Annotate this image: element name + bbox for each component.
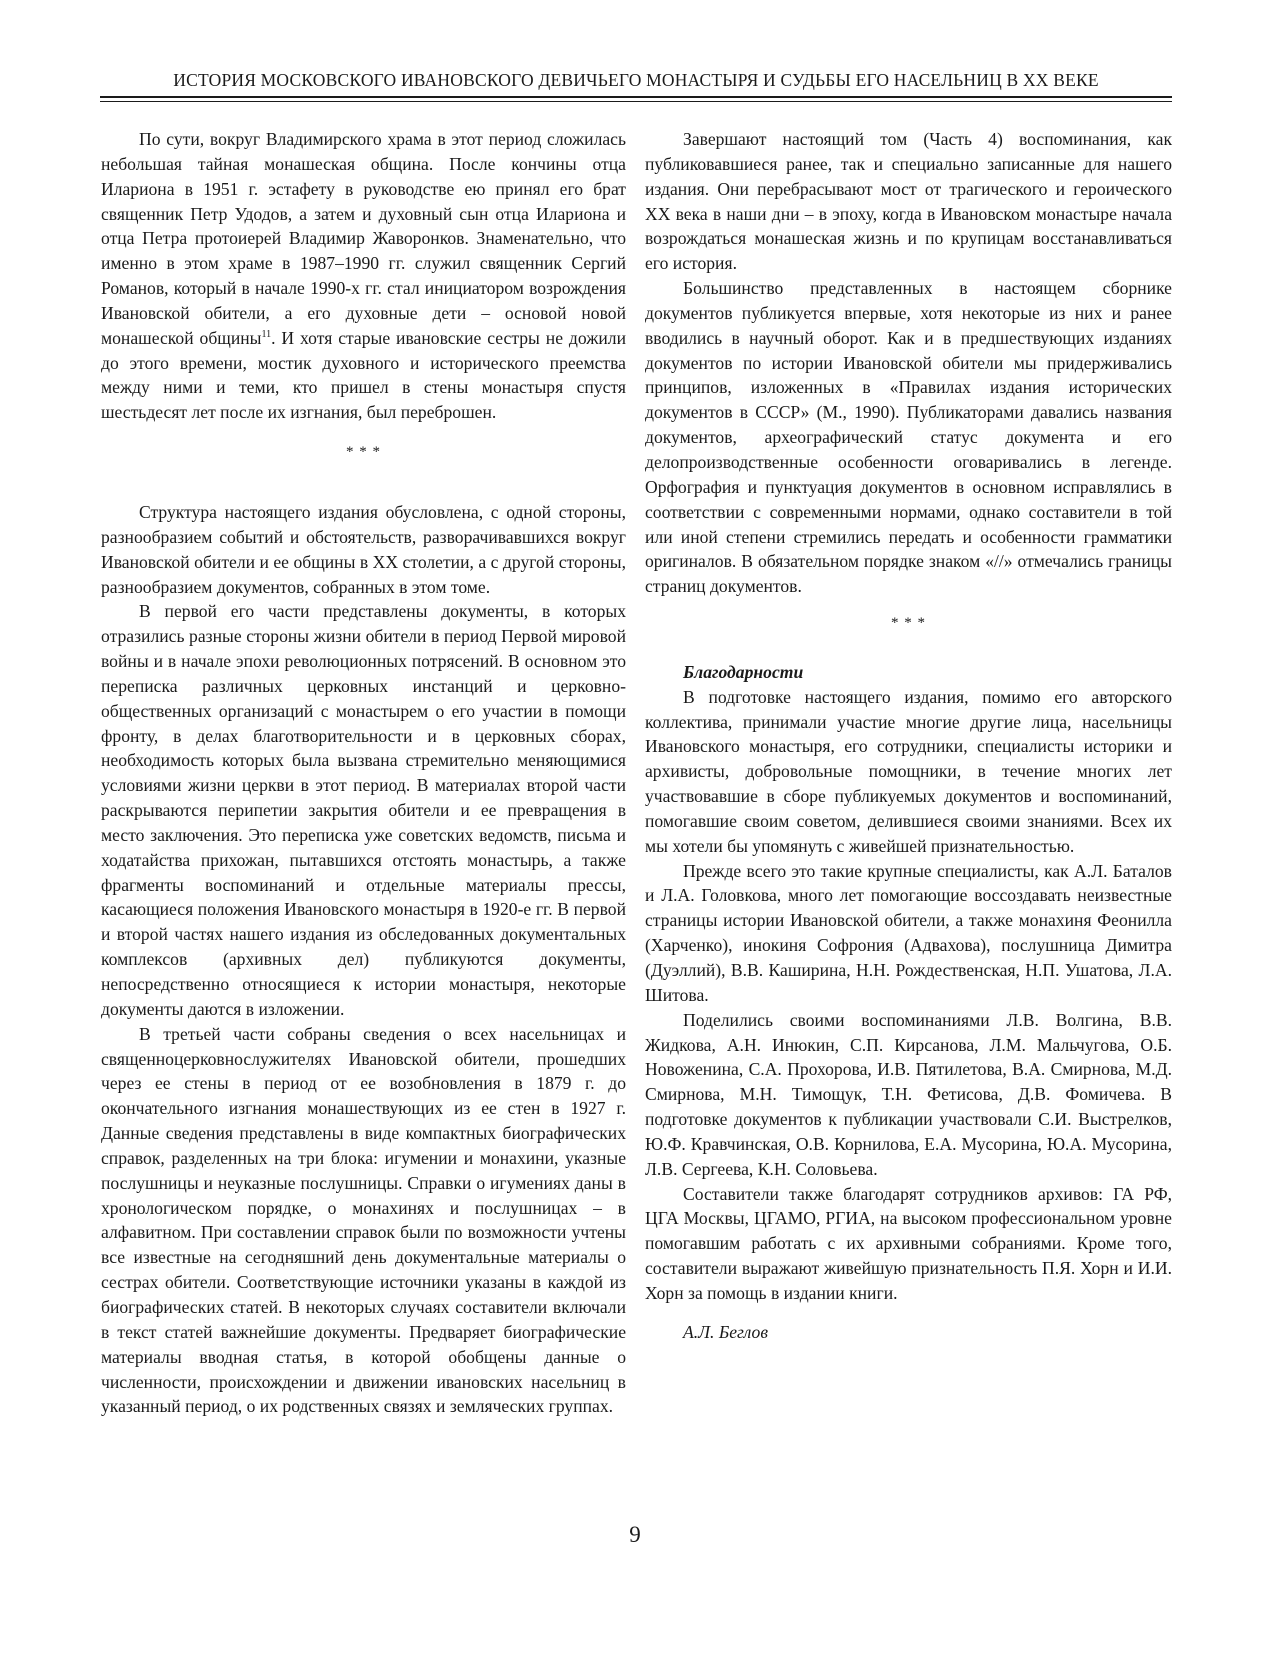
- paragraph-contributors: Поделились своими воспоминаниями Л.В. Волгина, В.В. Жидкова, А.Н. Инюкин, С.П. Кирсанова, Л.М. Мальчугова, О.Б. Новоженина, С.А. Прохорова, И.В. Пятилетова, В.А. Смирнова, М.Д. Смирнова, М.Н. Тимощук, Т.Н. Фетисова, Д.В. Фомичева. В подготовке документов к публикации участвовали С.И. Выстрелков, Ю.Ф. Кравчинская, О.В. Корнилова, Е.А. Мусорина, Ю.А. Мусорина, Л.В. Сергеева, К.Н. Соловьева.: [645, 1009, 1172, 1179]
- section-separator: * * *: [346, 444, 381, 461]
- section-separator: * * *: [891, 615, 926, 632]
- paragraph-text: . И хотя старые ивановские сестры не дожили до этого времени, мостик духовного и исторического преемства между ними и теми, кто пришел в стены монастыря спустя шестьдесят лет после их изгнания, был переброшен.: [101, 327, 626, 423]
- paragraph-part-four: Завершают настоящий том (Часть 4) воспоминания, как публиковавшиеся ранее, так и специально записанные для нашего издания. Они перебрасывают мост от трагического и героического XX века в наши дни – в эпоху, когда в Ивановском монастыре начала возрождаться монашеская жизнь и по крупицам восстанавливаться его история.: [645, 129, 1172, 274]
- right-column: [645, 127, 1172, 1345]
- paragraph-specialists: Прежде всего это такие крупные специалисты, как А.Л. Баталов и Л.А. Головкова, много лет помогающие воссоздавать неизвестные страницы истории Ивановской обители, а также монахиня Феонилла (Харченко), инокиня Софрония (Адвахова), послушница Димитра (Дуэллий), В.В. Каширина, Н.Н. Рождественская, Н.П. Ушатова, Л.А. Шитова.: [645, 860, 1172, 1005]
- paragraph-part-three: В третьей части собраны сведения о всех насельницах и священноцерковнослужителях Ивановской обители, прошедших через ее стены в период от ее возобновления в 1879 г. до окончательного изгнания монашествующих из ее стен в 1927 г. Данные сведения представлены в виде компактных биографических справок, разделенных на три блока: игумении и монахини, указные послушницы и неуказные послушницы. Справки о игумениях даны в хронологическом порядке, о монахинях и послушницах – в алфавитном. При составлении справок были по возможности учтены все известные на сегодняшний день документальные материалы о сестрах обители. Соответствующие источники указаны в каждой из биографических статей. В некоторых случаях составители включали в текст статей важнейшие документы. Предваряет биографические материалы вводная статья, в которой обобщены данные о численности, происхождении и движении ивановских насельниц в указанный период, о их родственных связях и земляческих группах.: [101, 1023, 626, 1417]
- paragraph-archives: Составители также благодарят сотрудников архивов: ГА РФ, ЦГА Москвы, ЦГАМО, РГИА, на высоком профессиональном уровне помогавшим работать с их архивными собраниями. Кроме того, составители выражают живейшую признательность П.Я. Хорн и И.И. Хорн за помощь в издании книги.: [645, 1183, 1172, 1303]
- author-signature: А.Л. Беглов: [683, 1321, 768, 1342]
- paragraph-structure: Структура настоящего издания обусловлена, с одной стороны, разнообразием событий и обстоятельств, разворачивавшихся вокруг Ивановской обители и ее общины в XX столетии, а с другой стороны, разнообразием документов, собранных в этом томе.: [101, 501, 626, 597]
- acknowledgements-heading: Благодарности: [683, 661, 804, 682]
- paragraph-vladimir-church: [101, 127, 626, 425]
- page-number: 9: [629, 1522, 641, 1547]
- running-header-title: ИСТОРИЯ МОСКОВСКОГО ИВАНОВСКОГО ДЕВИЧЬЕГО МОНАСТЫРЯ И СУДЬБЫ ЕГО НАСЕЛЬНИЦ В XX ВЕКЕ: [173, 70, 1099, 90]
- header-rule-thick: [100, 96, 1172, 98]
- header-rule-thin: [100, 101, 1172, 102]
- paragraph-part-one: В первой его части представлены документы, в которых отразились разные стороны жизни обители в период Первой мировой войны и в начале эпохи революционных потрясений. В основном это переписка различных церковных инстанций и церковно-общественных организаций с монастырем о его участии в помощи фронту, в делах благотворительности и в церковных сборах, необходимость которых была вызвана стремительно меняющимися условиями жизни церкви в этот период. В материалах второй части раскрываются перипетии закрытия обители и ее превращения в место заключения. Это переписка уже советских ведомств, письма и ходатайства прихожан, пытавшихся отстоять монастырь, а также фрагменты воспоминаний и отдельные материалы прессы, касающиеся положения Ивановского монастыря в 1920-е гг. В первой и второй частях нашего издания из обследованных документальных комплексов (архивных дел) публикуются документы, непосредственно относящиеся к истории монастыря, некоторые документы даются в изложении.: [101, 601, 626, 1019]
- paragraph-text: По сути, вокруг Владимирского храма в этот период сложилась небольшая тайная монашеская община. После кончины отца Илариона в 1951 г. эстафету в руководстве ею принял его брат священник Петр Удодов, а затем и духовный сын отца Илариона и отца Петра протоиерей Владимир Жаворонков. Знаменательно, что именно в этом храме в 1987–1990 гг. служил священник Сергий Романов, который в начале 1990-х гг. стал инициатором возрождения Ивановской обители, а его духовные дети – основой новой монашеской общины: [101, 129, 626, 348]
- paragraph-publication-rules: Большинство представленных в настоящем сборнике документов публикуется впервые, хотя некоторые из них и ранее вводились в научный оборот. Как и в предшествующих изданиях документов по истории Ивановской обители мы придерживались принципов, изложенных в «Правилах издания исторических документов в СССР» (М., 1990). Публикаторами давались названия документов, археографический статус документа и его делопроизводственные особенности оговаривались в легенде. Орфография и пунктуация документов в основном исправлялись в соответствии с современными нормами, однако составители в той или иной степени стремились передать и особенности грамматики оригиналов. В обязательном порядке знаком «//» отмечались границы страниц документов.: [645, 278, 1172, 597]
- left-column: [101, 127, 626, 1419]
- footnote-reference[interactable]: 11: [261, 328, 272, 340]
- paragraph-acknowledgements: В подготовке настоящего издания, помимо его авторского коллектива, принимали участие многие другие лица, насельницы Ивановского монастыря, его сотрудники, специалисты историки и архивисты, добровольные помощники, в течение многих лет участвовавшие в сборе публикуемых документов и воспоминаний, помогавшие своим советом, делившиеся своими знаниями. Всех их мы хотели бы упомянуть с живейшей признательностью.: [645, 686, 1172, 856]
- running-header: [100, 66, 1172, 100]
